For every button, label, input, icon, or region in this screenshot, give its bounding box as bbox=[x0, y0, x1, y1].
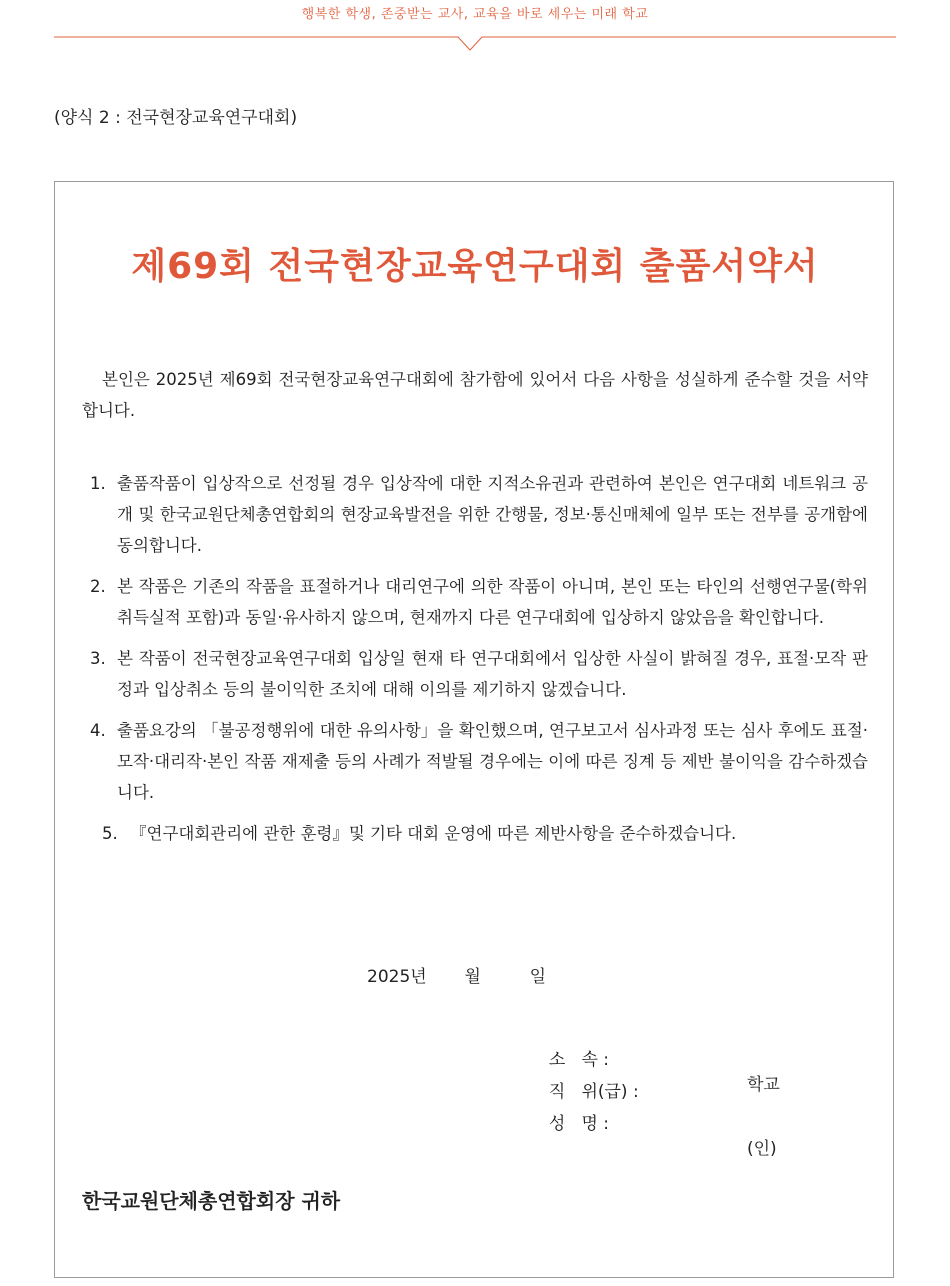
pledge-item-2 bbox=[90, 571, 868, 633]
pledge-list bbox=[90, 468, 868, 859]
pledge-number: 1. bbox=[90, 474, 106, 493]
header-slogan: 행복한 학생, 존중받는 교사, 교육을 바로 세우는 미래 학교 bbox=[301, 7, 649, 22]
affiliation-value: 학교 bbox=[747, 1075, 780, 1095]
date-line: 2025년 월 일 bbox=[367, 967, 546, 987]
pledge-item-3 bbox=[90, 643, 868, 705]
pledge-text: 본 작품이 전국현장교육연구대회 입상일 현재 타 연구대회에서 입상한 사실이 밝혀질 경우, 표절·모작 판정과 입상취소 등의 불이익한 조치에 대해 이의를 제기하지 않겠습니다. bbox=[117, 649, 868, 699]
intro-paragraph: 본인은 2025년 제69회 전국현장교육연구대회에 참가함에 있어서 다음 사항을 성실하게 준수할 것을 서약합니다. bbox=[82, 370, 868, 420]
pledge-number: 3. bbox=[90, 649, 106, 668]
seal-mark: (인) bbox=[747, 1139, 777, 1159]
pledge-item-1 bbox=[90, 468, 868, 561]
pledge-number: 4. bbox=[90, 721, 106, 740]
pledge-text: 『연구대회관리에 관한 훈령』및 기타 대회 운영에 따른 제반사항을 준수하겠습니다. bbox=[130, 824, 737, 843]
pledge-text: 출품작품이 입상작으로 선정될 경우 입상작에 대한 지적소유권과 관련하여 본인은 연구대회 네트워크 공개 및 한국교원단체총연합회의 현장교육발전을 위한 간행물, 정보·통신매체에 일부 또는 전부를 공개함에 동의합니다. bbox=[117, 474, 868, 555]
page-title: 제69회 전국현장교육연구대회 출품서약서 bbox=[131, 246, 819, 287]
pledge-item-4 bbox=[90, 715, 868, 808]
name-label: 성 명 : bbox=[548, 1114, 609, 1134]
pledge-number: 5. bbox=[102, 824, 118, 843]
pledge-number: 2. bbox=[90, 577, 106, 596]
pledge-text: 본 작품은 기존의 작품을 표절하거나 대리연구에 의한 작품이 아니며, 본인 또는 타인의 선행연구물(학위취득실적 포함)과 동일·유사하지 않으며, 현재까지 다른 연구대회에 입상하지 않았음을 확인합니다. bbox=[117, 577, 868, 627]
form-label: (양식 2 : 전국현장교육연구대회) bbox=[54, 108, 298, 128]
affiliation-label: 소 속 : bbox=[548, 1050, 609, 1070]
addressee: 한국교원단체총연합회장 귀하 bbox=[82, 1189, 341, 1213]
position-label: 직 위(급) : bbox=[548, 1082, 639, 1102]
header-divider bbox=[54, 30, 896, 56]
pledge-item-5 bbox=[90, 818, 868, 849]
pledge-text: 출품요강의 「불공정행위에 대한 유의사항」을 확인했으며, 연구보고서 심사과정 또는 심사 후에도 표절·모작·대리작·본인 작품 재제출 등의 사례가 적발될 경우에는 이에 따른 징계 등 제반 불이익을 감수하겠습니다. bbox=[117, 721, 868, 802]
